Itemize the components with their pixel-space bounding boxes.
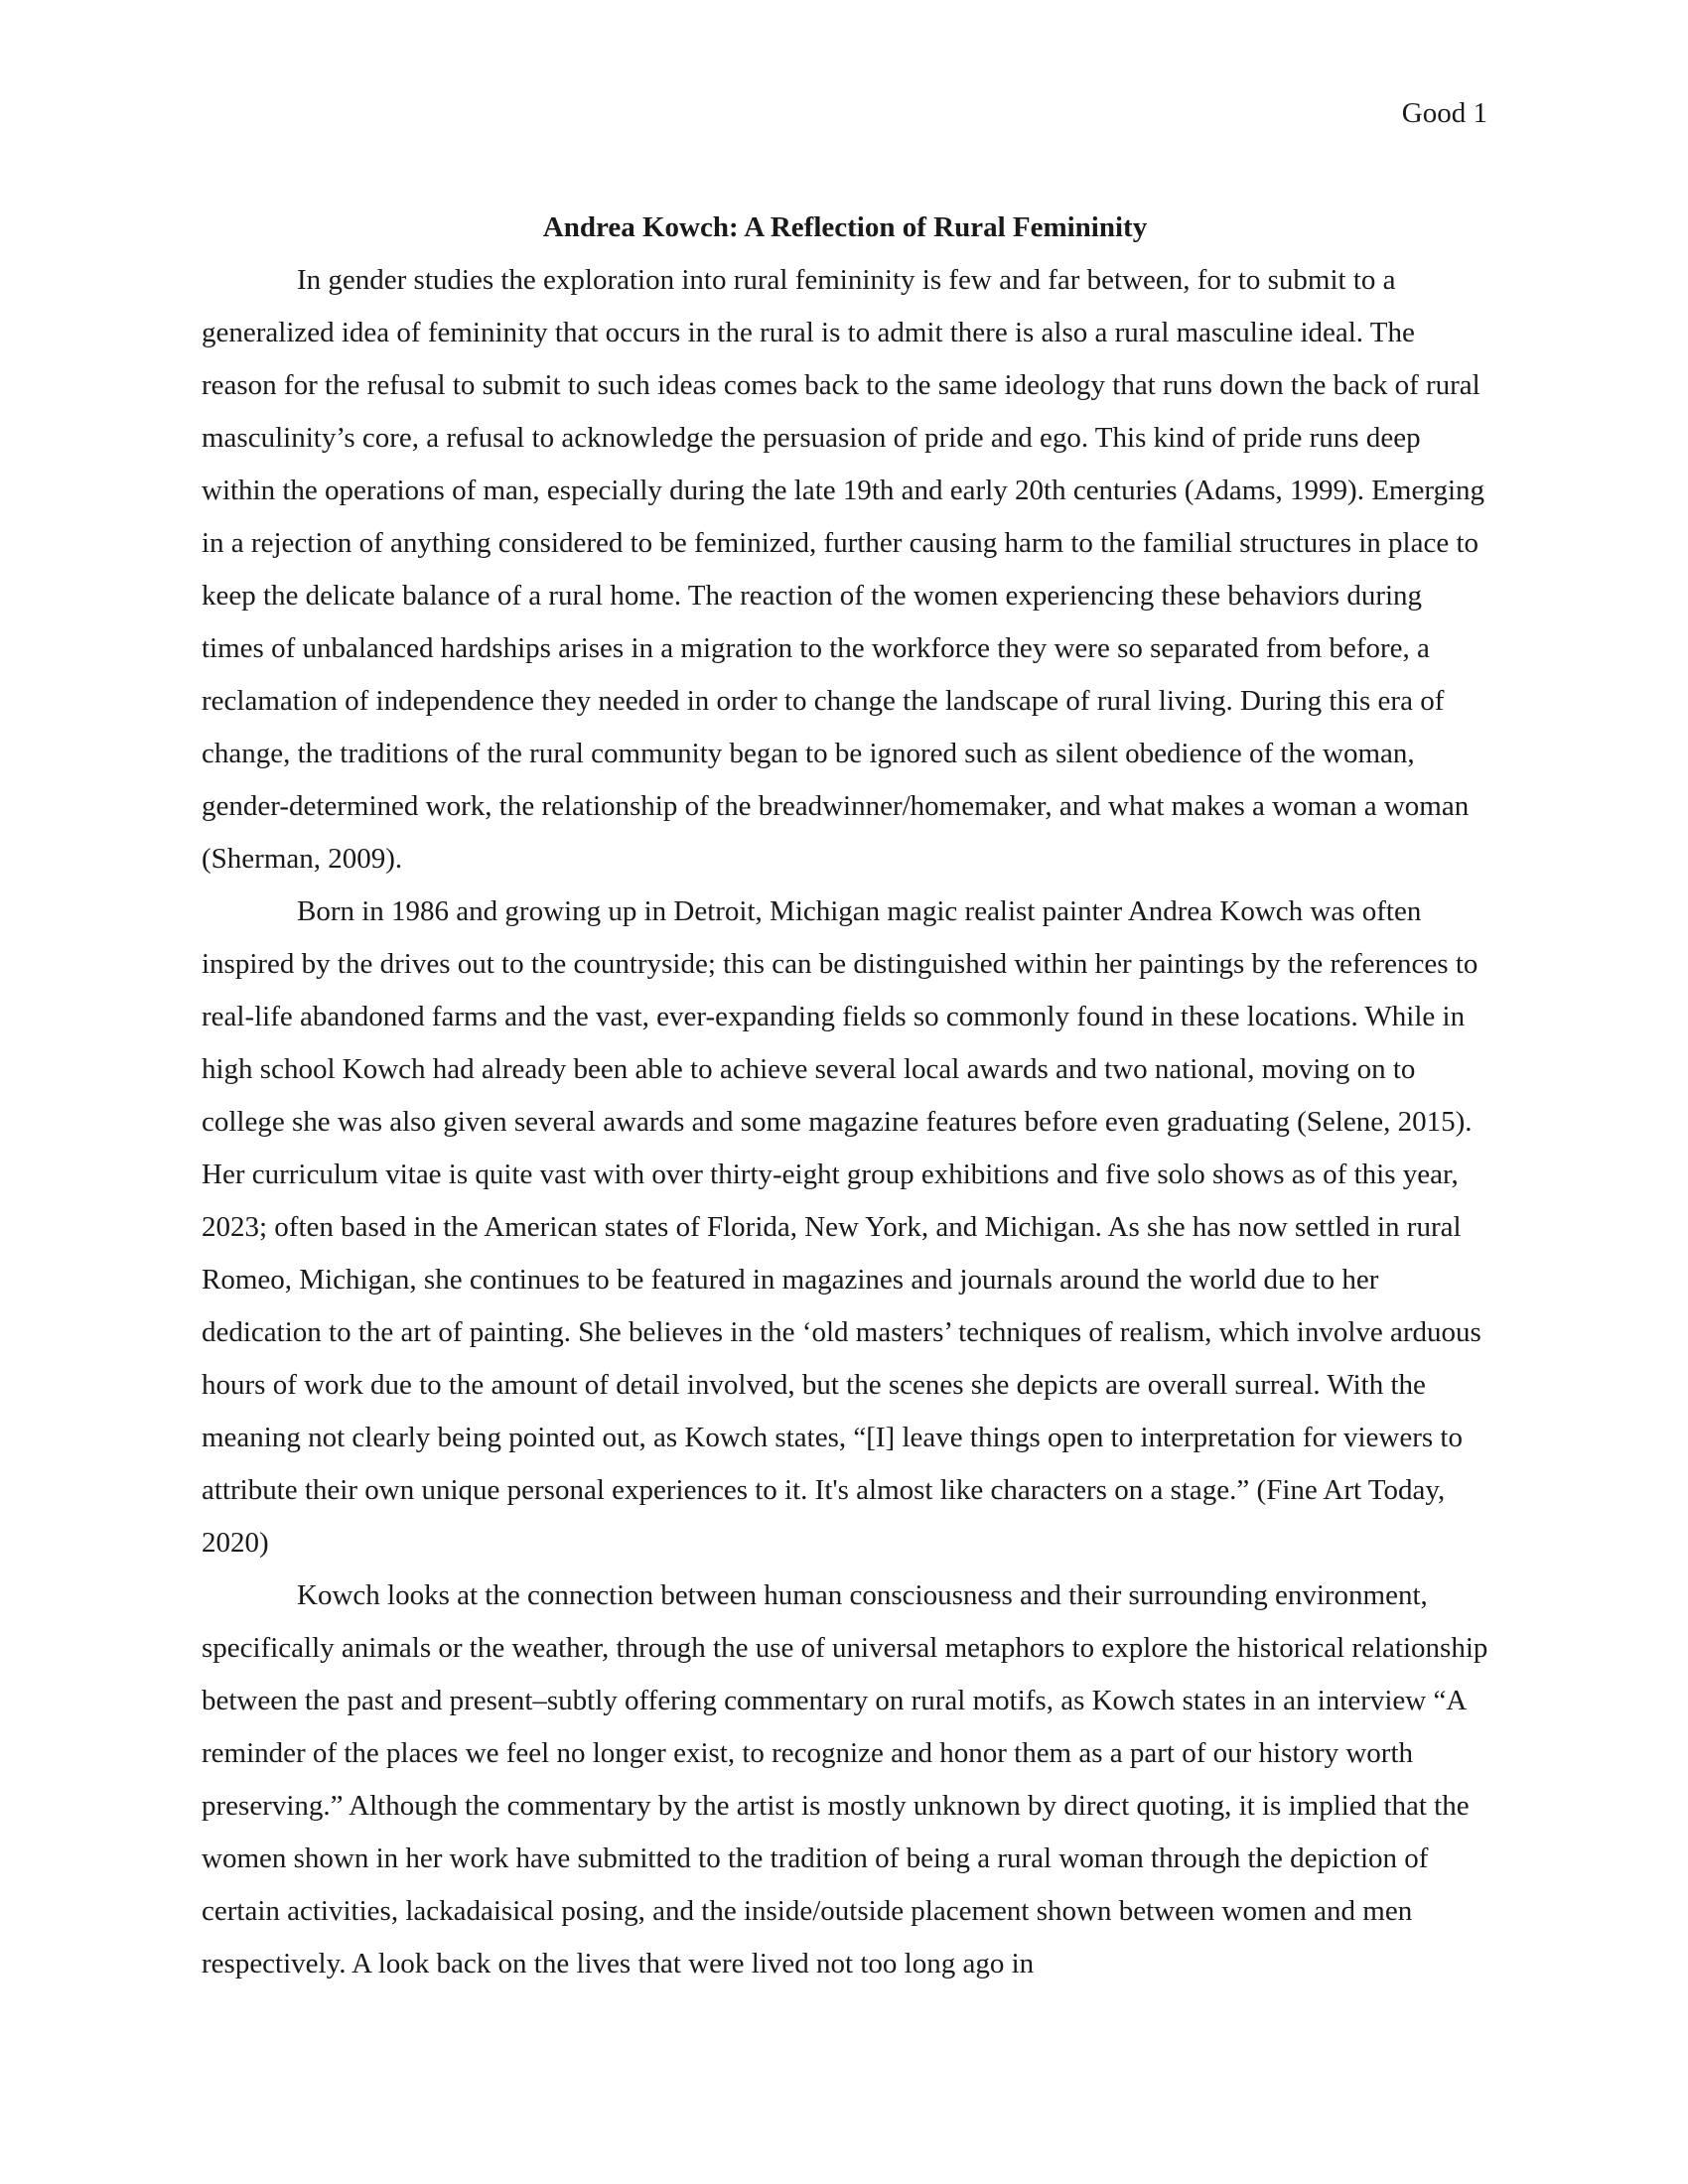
body-paragraph-3: Kowch looks at the connection between human consciousness and their surrounding environment, specifically animals or the weather, through the use of universal metaphors to explore the historical relationship between the past and present–subtly offering commentary on rural motifs, as Kowch states in an interview “A reminder of the places we feel no longer exist, to recognize and honor them as a part of our history worth preserving.” Although the commentary by the artist is mostly unknown by direct quoting, it is implied that the women shown in her work have submitted to the tradition of being a rural woman through the depiction of certain activities, lackadaisical posing, and the inside/outside placement shown between women and men respectively. A look back on the lives that were lived not too long ago in: [202, 1579, 1488, 1979]
document-title: Andrea Kowch: A Reflection of Rural Femininity: [542, 211, 1148, 243]
running-header-page-number: Good 1: [1401, 97, 1487, 129]
document-body: [202, 202, 1488, 1990]
body-paragraph-2: Born in 1986 and growing up in Detroit, Michigan magic realist painter Andrea Kowch was often inspired by the drives out to the countryside; this can be distinguished within her paintings by the references to real-life abandoned farms and the vast, ever-expanding fields so commonly found in these locations. While in high school Kowch had already been able to achieve several local awards and two national, moving on to college she was also given several awards and some magazine features before even graduating (Selene, 2015). Her curriculum vitae is quite vast with over thirty-eight group exhibitions and five solo shows as of this year, 2023; often based in the American states of Florida, New York, and Michigan. As she has now settled in rural Romeo, Michigan, she continues to be featured in magazines and journals around the world due to her dedication to the art of painting. She believes in the ‘old masters’ techniques of realism, which involve arduous hours of work due to the amount of detail involved, but the scenes she depicts are overall surreal. With the meaning not clearly being pointed out, as Kowch states, “[I] leave things open to interpretation for viewers to attribute their own unique personal experiences to it. It's almost like characters on a stage.” (Fine Art Today, 2020): [202, 895, 1481, 1559]
body-paragraph-1: In gender studies the exploration into rural femininity is few and far between, for to submit to a generalized idea of femininity that occurs in the rural is to admit there is also a rural masculine ideal. The reason for the refusal to submit to such ideas comes back to the same ideology that runs down the back of rural masculinity’s core, a refusal to acknowledge the persuasion of pride and ego. This kind of pride runs deep within the operations of man, especially during the late 19th and early 20th centuries (Adams, 1999). Emerging in a rejection of anything considered to be feminized, further causing harm to the familial structures in place to keep the delicate balance of a rural home. The reaction of the women experiencing these behaviors during times of unbalanced hardships arises in a migration to the workforce they were so separated from before, a reclamation of independence they needed in order to change the landscape of rural living. During this era of change, the traditions of the rural community began to be ignored such as silent obedience of the woman, gender-determined work, the relationship of the breadwinner/homemaker, and what makes a woman a woman (Sherman, 2009).: [202, 264, 1485, 875]
